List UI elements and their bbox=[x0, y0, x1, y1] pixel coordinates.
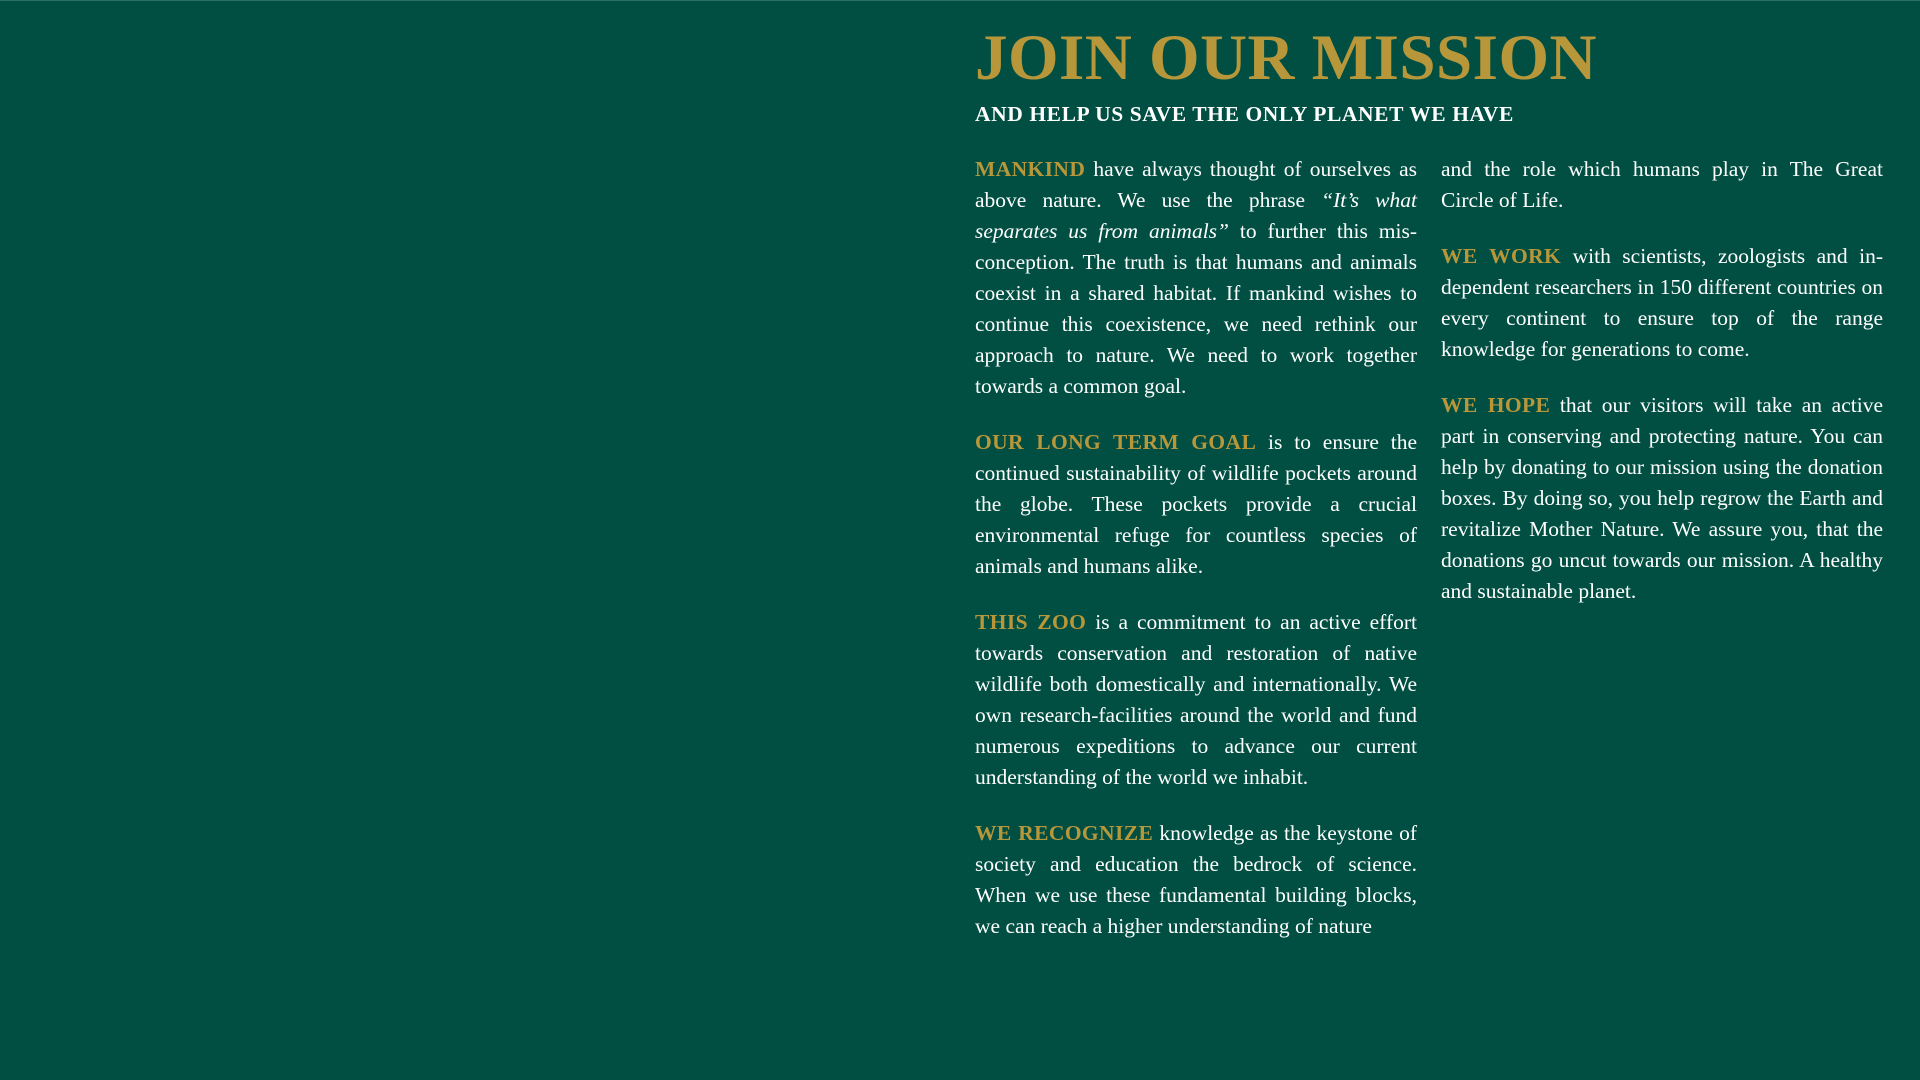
paragraph-quote: “It’s what separates us from animals” bbox=[975, 188, 1417, 243]
paragraph-text: is a commitment to an active effort towards conservation and restoration of native wildlife both domestically and internationally. We own research-facilities around the world and fund numerous expeditions to advance our current understanding of the world we inhabit. bbox=[975, 610, 1417, 789]
paragraph-lead: WE HOPE bbox=[1441, 393, 1551, 417]
paragraph-lead: MANKIND bbox=[975, 157, 1086, 181]
paragraph-text: to further this misconception. The truth is that humans and animals coexist in a shared habitat. If mankind wishes to continue this coexistence, we need rethink our approach to nature. We need to work together towards a common goal. bbox=[975, 219, 1417, 398]
paragraph-text: knowledge as the keystone of society and education the bedrock of science. When we use these fundamental building blocks, we can reach a higher understanding of nature bbox=[975, 821, 1417, 938]
paragraph-text: is to ensure the continued sustainability of wildlife pockets around the globe. These pockets provide a crucial environmental refuge for countless species of animals and humans alike. bbox=[975, 430, 1417, 578]
page-subtitle: AND HELP US SAVE THE ONLY PLANET WE HAVE bbox=[975, 102, 1514, 126]
paragraph-text: with scientists, zoologists and independent researchers in 150 different countries on every continent to ensure top of the range knowledge for generations to come. bbox=[1441, 244, 1883, 361]
top-divider bbox=[0, 0, 1920, 1]
paragraph-text: have always thought of ourselves as above nature. We use the phrase bbox=[975, 157, 1417, 212]
text-column-left bbox=[975, 154, 1417, 967]
paragraph-text: and the role which humans play in The Great Circle of Life. bbox=[1441, 157, 1883, 212]
paragraph-lead: WE WORK bbox=[1441, 244, 1562, 268]
paragraph-lead: THIS ZOO bbox=[975, 610, 1087, 634]
paragraph-text: that our visitors will take an active part in conserving and protecting nature. You can help by donating to our mission using the donation boxes. By doing so, you help regrow the Earth and revitalize Mother Nature. We assure you, that the donations go uncut towards our mission. A healthy and sustainable planet. bbox=[1441, 393, 1883, 603]
paragraph-this-zoo bbox=[975, 607, 1417, 793]
paragraph-continuation bbox=[1441, 154, 1883, 216]
paragraph-mankind bbox=[975, 154, 1417, 402]
paragraph-lead: OUR LONG TERM GOAL bbox=[975, 430, 1257, 454]
paragraph-we-hope bbox=[1441, 390, 1883, 607]
paragraph-long-term-goal bbox=[975, 427, 1417, 582]
paragraph-lead: WE RECOGNIZE bbox=[975, 821, 1154, 845]
text-column-right bbox=[1441, 154, 1883, 632]
paragraph-we-recognize bbox=[975, 818, 1417, 942]
paragraph-we-work bbox=[1441, 241, 1883, 365]
page-title: JOIN OUR MISSION bbox=[975, 22, 1597, 94]
